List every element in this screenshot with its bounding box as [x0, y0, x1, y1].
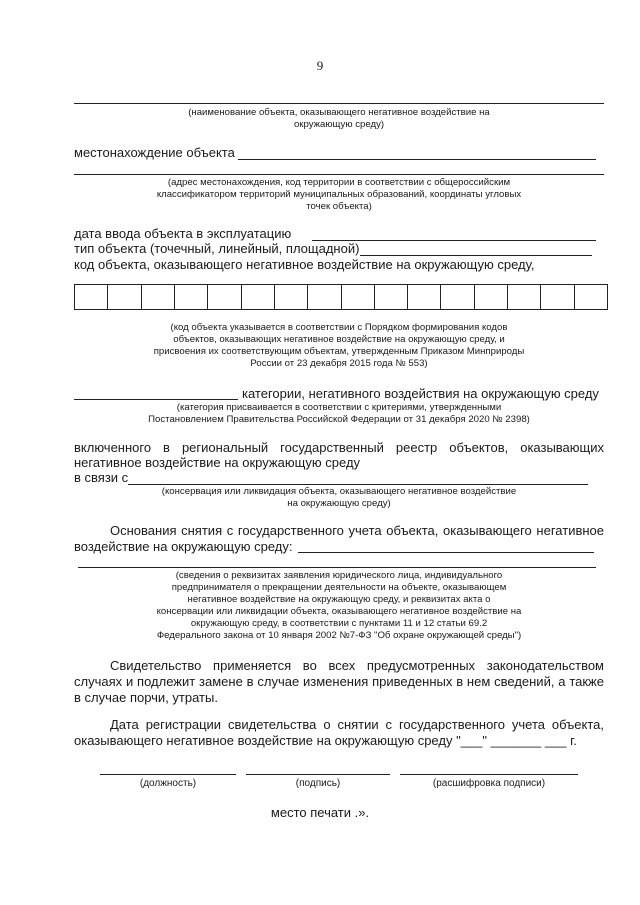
registration-date-text-1: Дата регистрации свидетельства о снятии с государственного учета объекта, — [110, 717, 604, 732]
category-caption-1: (категория присваивается в соответствии с критериями, утвержденными — [176, 402, 502, 413]
location-line — [238, 159, 596, 160]
object-code-cell — [408, 285, 441, 309]
location-label: местонахождение объекта — [74, 145, 235, 160]
location-caption-3: точек объекта) — [306, 201, 372, 212]
object-code-cell — [108, 285, 141, 309]
grounds-caption-1: (сведения о реквизитах заявления юридического лица, индивидуального — [175, 570, 503, 581]
grounds-caption-3: негативное воздействие на окружающую среду, и реквизитах акта о — [187, 594, 491, 605]
seal-text: место печати .». — [270, 805, 370, 820]
position-caption: (должность) — [139, 778, 197, 789]
grounds-text-1: Основания снятия с государственного учета объекта, оказывающего негативное — [110, 523, 604, 538]
object-code-cell — [342, 285, 375, 309]
location-line-2 — [74, 174, 604, 175]
due-to-line — [128, 484, 588, 485]
object-type-line — [360, 255, 592, 256]
category-caption-2: Постановлением Правительства Российской Федерации от 31 декабря 2020 № 2398) — [148, 414, 530, 425]
grounds-caption-2: предпринимателя о прекращении деятельности на объекте, оказывающем — [171, 582, 507, 593]
due-to-label: в связи с — [74, 470, 129, 485]
grounds-caption-4: консервации или ликвидации объекта, оказывающего негативное воздействие на — [156, 606, 522, 617]
code-caption-2: объектов, оказывающих негативное воздействие на окружающую среду, и — [173, 334, 505, 345]
object-type-label: тип объекта (точечный, линейный, площадной) — [74, 241, 360, 256]
commission-date-label: дата ввода объекта в эксплуатацию — [74, 226, 292, 241]
location-caption-2: классификатором территорий муниципальных образований, координаты угловых — [156, 189, 522, 200]
page-number: 9 — [316, 58, 324, 73]
due-to-caption-2: на окружающую среду) — [287, 498, 391, 509]
decryption-caption: (расшифровка подписи) — [432, 778, 546, 789]
grounds-line — [298, 552, 594, 553]
object-code-cell — [275, 285, 308, 309]
code-caption-4: России от 23 декабря 2015 года № 553) — [250, 358, 428, 369]
object-code-cell — [208, 285, 241, 309]
object-code-label: код объекта, оказывающего негативное воздействие на окружающую среду, — [74, 257, 535, 272]
grounds-text-2: воздействие на окружающую среду: — [74, 539, 293, 554]
object-name-caption-1: (наименование объекта, оказывающего негативное воздействие на — [188, 107, 490, 118]
due-to-caption-1: (консервация или ликвидация объекта, оказывающего негативное воздействие — [161, 486, 517, 497]
signature-line — [246, 774, 390, 775]
certificate-text-1: Свидетельство применяется во всех предусмотренных законодательством — [110, 658, 604, 673]
object-code-cell — [508, 285, 541, 309]
object-code-cell — [175, 285, 208, 309]
object-name-caption-2: окружающую среду) — [293, 119, 385, 130]
registration-date-text-2: оказывающего негативное воздействие на окружающую среду "___" _______ ___ г. — [74, 733, 577, 748]
object-code-cell — [142, 285, 175, 309]
registry-text-1: включенного в региональный государственный реестр объектов, оказывающих — [74, 440, 604, 455]
certificate-text-2: случаях и подлежит замене в случае изменения приведенных в нем сведений, а также — [74, 674, 604, 689]
object-code-cell — [541, 285, 574, 309]
category-line — [74, 399, 238, 400]
object-code-cell — [441, 285, 474, 309]
grounds-caption-6: Федерального закона от 10 января 2002 №7-ФЗ "Об охране окружающей среды") — [156, 630, 522, 641]
grounds-caption-5: окружающую среду, в соответствии с пунктами 11 и 12 статьи 69.2 — [190, 618, 488, 629]
object-code-cell — [475, 285, 508, 309]
code-caption-3: присвоения их соответствующим объектам, утвержденным Приказом Минприроды — [153, 346, 525, 357]
object-code-cell — [75, 285, 108, 309]
category-label: категории, негативного воздействия на окружающую среду — [242, 386, 599, 401]
decryption-line — [400, 774, 578, 775]
object-code-cell — [375, 285, 408, 309]
object-code-cell — [308, 285, 341, 309]
object-code-boxes — [74, 284, 608, 310]
registry-text-2: негативное воздействие на окружающую среду — [74, 455, 361, 470]
signature-caption: (подпись) — [295, 778, 341, 789]
grounds-line-2 — [78, 567, 596, 568]
object-code-cell — [242, 285, 275, 309]
object-name-line — [74, 103, 604, 104]
code-caption-1: (код объекта указывается в соответствии с Порядком формирования кодов — [170, 322, 508, 333]
certificate-text-3: в случае порчи, утраты. — [74, 690, 218, 705]
position-line — [100, 774, 236, 775]
object-code-cell — [575, 285, 607, 309]
location-caption-1: (адрес местонахождения, код территории в соответствии с общероссийским — [167, 177, 511, 188]
